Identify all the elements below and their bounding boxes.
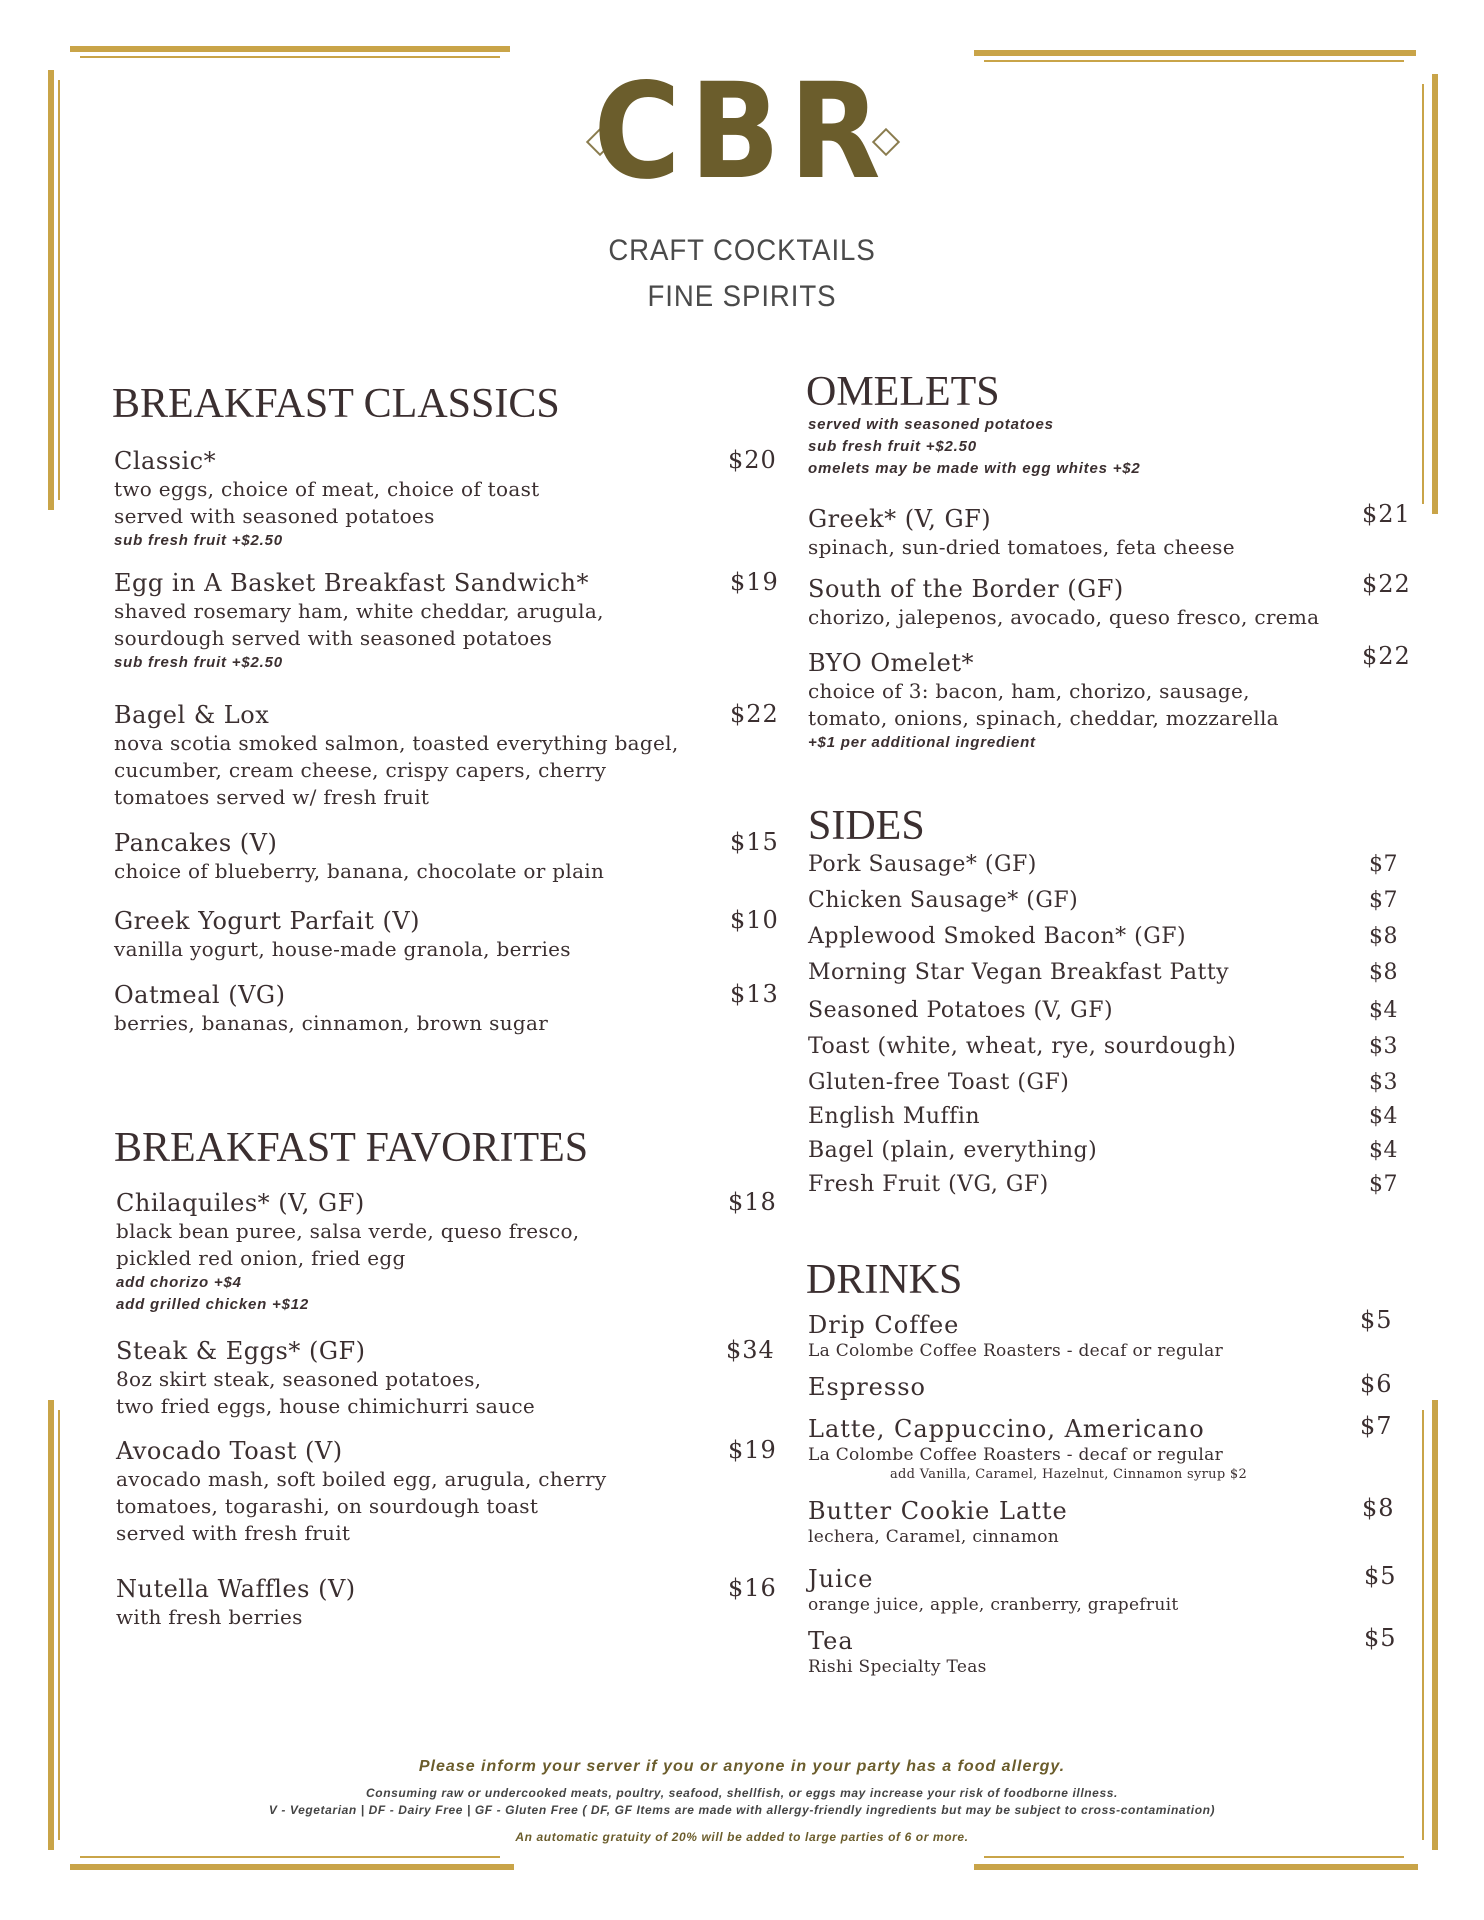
side-item	[808, 1070, 1398, 1100]
item-desc: nova scotia smoked salmon, toasted everything bagel,	[114, 731, 679, 755]
item-desc: tomatoes served w/ fresh fruit	[114, 785, 430, 809]
logo	[0, 55, 1484, 209]
side-name: Seasoned Potatoes (V, GF)	[808, 998, 1114, 1023]
item-note: sub fresh fruit +$2.50	[114, 654, 283, 671]
frame-bottom-left	[70, 1864, 514, 1870]
item-price: $22	[730, 700, 779, 728]
item-name: Oatmeal (VG)	[114, 981, 286, 1009]
item-desc: choice of blueberry, banana, chocolate or plain	[114, 859, 605, 883]
item-desc: chorizo, jalepenos, avocado, queso fresco, crema	[808, 605, 1320, 629]
item-price: $18	[728, 1188, 777, 1216]
side-price: $4	[1369, 998, 1398, 1023]
item-price: $20	[728, 446, 777, 474]
frame-bottom-right	[974, 1864, 1418, 1870]
side-name: Pork Sausage* (GF)	[808, 852, 1037, 877]
foodborne-notice: Consuming raw or undercooked meats, poultry, seafood, shellfish, or eggs may increase your risk of foodborne illness.	[366, 1786, 1118, 1800]
item-note: omelets may be made with egg whites +$2	[808, 460, 1141, 477]
drink-name: Butter Cookie Latte	[808, 1497, 1068, 1525]
side-item	[808, 1104, 1398, 1134]
item-name: South of the Border (GF)	[808, 575, 1124, 603]
item-name: Pancakes (V)	[114, 829, 278, 857]
frame-bottom-right-thin	[984, 1856, 1404, 1858]
drink-price: $7	[1360, 1412, 1393, 1440]
drink-addon: add Vanilla, Caramel, Hazelnut, Cinnamon syrup $2	[890, 1467, 1248, 1482]
logo-text: CBR	[593, 55, 891, 209]
drink-item-tea	[808, 1626, 1408, 1678]
dietary-legend: V - Vegetarian | DF - Dairy Free | GF - Gluten Free ( DF, GF Items are made with allergy-friendly ingredients but may be subject to cross-contamination)	[268, 1803, 1216, 1817]
item-price: $19	[730, 568, 779, 596]
side-price: $7	[1369, 1172, 1398, 1197]
item-desc: with fresh berries	[116, 1605, 303, 1629]
menu-item-steak-eggs	[116, 1336, 796, 1420]
drink-name: Tea	[808, 1627, 854, 1655]
item-desc: served with fresh fruit	[116, 1521, 351, 1545]
menu-item-nutella-waffles	[116, 1574, 796, 1631]
drink-desc: orange juice, apple, cranberry, grapefruit	[808, 1595, 1179, 1615]
item-note: sub fresh fruit +$2.50	[114, 532, 283, 549]
side-item	[808, 852, 1398, 882]
item-note: served with seasoned potatoes	[808, 416, 1054, 433]
drink-name: Espresso	[808, 1373, 926, 1401]
side-price: $8	[1369, 924, 1398, 949]
item-price: $16	[728, 1574, 777, 1602]
item-desc: spinach, sun-dried tomatoes, feta cheese	[808, 535, 1235, 559]
drink-desc: La Colombe Coffee Roasters - decaf or regular	[808, 1341, 1224, 1361]
side-price: $7	[1369, 852, 1398, 877]
item-name: Chilaquiles* (V, GF)	[116, 1189, 365, 1217]
item-note: +$1 per additional ingredient	[808, 734, 1036, 751]
item-desc: 8oz skirt steak, seasoned potatoes,	[116, 1367, 482, 1391]
side-item	[808, 1138, 1398, 1168]
section-title-sides: SIDES	[808, 803, 925, 849]
item-name: Bagel & Lox	[114, 701, 270, 729]
drink-item-latte	[808, 1414, 1408, 1484]
item-name: BYO Omelet*	[808, 649, 975, 677]
side-price: $3	[1369, 1034, 1398, 1059]
side-name: Chicken Sausage* (GF)	[808, 888, 1079, 913]
item-name: Egg in A Basket Breakfast Sandwich*	[114, 569, 590, 597]
allergy-notice: Please inform your server if you or anyone in your party has a food allergy.	[418, 1758, 1066, 1775]
frame-top-left	[70, 46, 510, 52]
side-name: Bagel (plain, everything)	[808, 1138, 1098, 1163]
frame-top-right	[974, 50, 1416, 56]
menu-item-egg-in-a-basket	[114, 568, 794, 674]
frame-top-left-thin	[80, 56, 500, 58]
side-name: Toast (white, wheat, rye, sourdough)	[808, 1034, 1237, 1059]
item-name: Classic*	[114, 447, 217, 475]
item-desc: pickled red onion, fried egg	[116, 1246, 406, 1270]
item-note: add chorizo +$4	[116, 1274, 242, 1291]
drink-name: Juice	[808, 1565, 874, 1593]
side-name: Morning Star Vegan Breakfast Patty	[808, 960, 1230, 985]
menu-item-classic	[114, 446, 794, 552]
side-item	[808, 960, 1398, 990]
item-price: $22	[1362, 570, 1411, 598]
tagline-spirits: FINE SPIRITS	[647, 280, 837, 313]
menu-item-greek-yogurt-parfait	[114, 906, 794, 963]
drink-price: $5	[1360, 1306, 1393, 1334]
side-item	[808, 998, 1398, 1028]
drink-price: $5	[1364, 1562, 1397, 1590]
side-price: $3	[1369, 1070, 1398, 1095]
frame-bottom-left-thin	[80, 1856, 500, 1858]
drink-item-juice	[808, 1564, 1408, 1616]
item-name: Greek* (V, GF)	[808, 505, 992, 533]
item-name: Avocado Toast (V)	[116, 1437, 343, 1465]
item-desc: shaved rosemary ham, white cheddar, arugula,	[114, 599, 604, 623]
section-title-breakfast-favorites: BREAKFAST FAVORITES	[114, 1125, 589, 1171]
item-desc: black bean puree, salsa verde, queso fresco,	[116, 1219, 580, 1243]
drink-item-drip-coffee	[808, 1310, 1408, 1362]
item-desc: berries, bananas, cinnamon, brown sugar	[114, 1011, 549, 1035]
side-price: $4	[1369, 1104, 1398, 1129]
drink-desc: Rishi Specialty Teas	[808, 1657, 987, 1677]
drink-desc: lechera, Caramel, cinnamon	[808, 1527, 1060, 1547]
drink-price: $6	[1360, 1370, 1393, 1398]
side-price: $7	[1369, 888, 1398, 913]
frame-left-bottom	[48, 1400, 54, 1850]
side-item	[808, 1034, 1398, 1064]
item-desc: choice of 3: bacon, ham, chorizo, sausage,	[808, 679, 1250, 703]
menu-item-bagel-lox	[114, 700, 794, 811]
item-note: add grilled chicken +$12	[116, 1296, 310, 1313]
item-note: sub fresh fruit +$2.50	[808, 438, 977, 455]
tagline	[59, 228, 1424, 320]
drink-item-espresso	[808, 1372, 1408, 1402]
item-price: $34	[726, 1336, 775, 1364]
omelets-notes	[808, 414, 1484, 480]
item-desc: two fried eggs, house chimichurri sauce	[116, 1394, 536, 1418]
gratuity-notice: An automatic gratuity of 20% will be added to large parties of 6 or more.	[515, 1830, 969, 1844]
item-desc: served with seasoned potatoes	[114, 504, 435, 528]
item-name: Steak & Eggs* (GF)	[116, 1337, 366, 1365]
item-desc: cucumber, cream cheese, crispy capers, cherry	[114, 758, 607, 782]
item-desc: tomato, onions, spinach, cheddar, mozzarella	[808, 706, 1279, 730]
item-price: $21	[1362, 500, 1411, 528]
side-name: Applewood Smoked Bacon* (GF)	[808, 924, 1187, 949]
item-desc: vanilla yogurt, house-made granola, berries	[114, 937, 571, 961]
item-price: $19	[728, 1436, 777, 1464]
item-desc: sourdough served with seasoned potatoes	[114, 626, 553, 650]
side-item	[808, 1172, 1398, 1202]
menu-item-avocado-toast	[116, 1436, 796, 1547]
menu-item-pancakes	[114, 828, 794, 885]
side-name: Gluten-free Toast (GF)	[808, 1070, 1070, 1095]
frame-right-bottom	[1432, 1400, 1438, 1850]
section-title-omelets: OMELETS	[806, 369, 1000, 415]
side-name: Fresh Fruit (VG, GF)	[808, 1172, 1049, 1197]
side-price: $4	[1369, 1138, 1398, 1163]
item-price: $22	[1362, 642, 1411, 670]
drink-desc: La Colombe Coffee Roasters - decaf or regular	[808, 1445, 1224, 1465]
side-name: English Muffin	[808, 1104, 981, 1129]
item-price: $10	[730, 906, 779, 934]
drink-name: Latte, Cappuccino, Americano	[808, 1415, 1205, 1443]
item-desc: avocado mash, soft boiled egg, arugula, cherry	[116, 1467, 607, 1491]
drink-price: $5	[1364, 1624, 1397, 1652]
side-price: $8	[1369, 960, 1398, 985]
item-price: $15	[730, 828, 779, 856]
item-name: Nutella Waffles (V)	[116, 1575, 356, 1603]
drink-item-butter-cookie-latte	[808, 1496, 1408, 1548]
side-item	[808, 888, 1398, 918]
item-name: Greek Yogurt Parfait (V)	[114, 907, 421, 935]
item-desc: tomatoes, togarashi, on sourdough toast	[116, 1494, 539, 1518]
drink-price: $8	[1362, 1494, 1395, 1522]
section-title-drinks: DRINKS	[806, 1257, 963, 1303]
tagline-cocktails: CRAFT COCKTAILS	[608, 234, 876, 267]
section-title-breakfast-classics: BREAKFAST CLASSICS	[112, 381, 560, 427]
side-item	[808, 924, 1398, 954]
item-desc: two eggs, choice of meat, choice of toast	[114, 477, 540, 501]
drink-name: Drip Coffee	[808, 1311, 960, 1339]
item-price: $13	[730, 980, 779, 1008]
menu-item-oatmeal	[114, 980, 794, 1037]
menu-item-chilaquiles	[116, 1188, 796, 1316]
